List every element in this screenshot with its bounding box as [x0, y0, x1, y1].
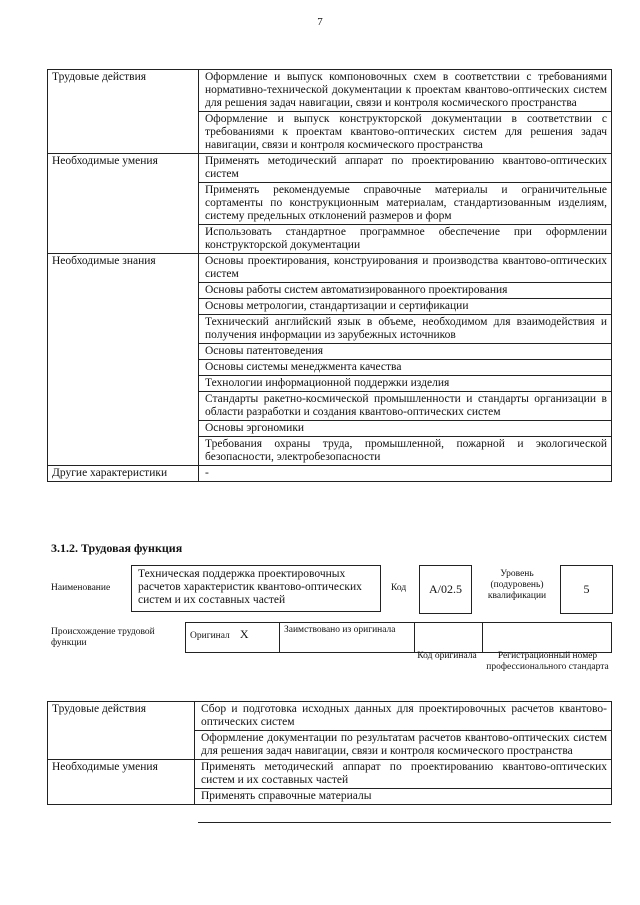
table-row [48, 466, 612, 482]
qualification-level-box: 5 [560, 565, 613, 614]
list-item: Применять рекомендуемые справочные материалы и ограничительные сортаменты по конструкционным материалам, стандартизованным изделиям, систему предельных отклонений размеров и форм [199, 183, 611, 225]
row-label: Другие характеристики [48, 466, 199, 482]
table-row [48, 254, 612, 466]
table-row [48, 702, 612, 760]
list-item: - [205, 467, 209, 479]
row-label: Трудовые действия [48, 70, 199, 154]
function-name-box: Техническая поддержка проектировочных расчетов характеристик квантово-оптических систем и их составных частей [131, 565, 381, 612]
row-content [199, 70, 612, 154]
table-row [48, 154, 612, 254]
borrowed-label: Заимствовано из оригинала [280, 623, 415, 653]
original-label: Оригинал [190, 631, 230, 641]
row-content [199, 466, 612, 482]
name-label: Наименование [51, 583, 111, 593]
section-title: 3.1.2. Трудовая функция [51, 541, 183, 555]
list-item: Оформление и выпуск компоновочных схем в соответствии с требованиями нормативно-технической документации к проектам квантово-оптических систем для решения задач навигации, связи и контроля космического пространства [199, 70, 611, 112]
list-item: Применять методический аппарат по проектированию квантово-оптических систем и их составных частей [195, 760, 611, 789]
competency-table-2 [47, 701, 612, 805]
list-item: Требования охраны труда, промышленной, пожарной и экологической безопасности, электробезопасности [205, 438, 607, 463]
list-item: Технологии информационной поддержки изделия [199, 376, 611, 392]
row-label: Необходимые знания [48, 254, 199, 466]
function-code-box: A/02.5 [419, 565, 472, 614]
origin-table [185, 622, 612, 653]
code-label: Код [391, 583, 407, 593]
row-content [199, 154, 612, 254]
origin-label: Происхождение трудовой функции [51, 627, 155, 648]
list-item: Основы работы систем автоматизированного проектирования [199, 283, 611, 299]
row-content [195, 760, 612, 805]
list-item: Применять справочные материалы [201, 790, 372, 802]
table-row [48, 70, 612, 154]
row-label: Необходимые умения [48, 154, 199, 254]
list-item: Основы метрологии, стандартизации и сертификации [199, 299, 611, 315]
original-cell [186, 623, 280, 653]
level-label: Уровень (подуровень) квалификации [487, 569, 547, 601]
row-label: Необходимые умения [48, 760, 195, 805]
list-item: Основы патентоведения [199, 344, 611, 360]
page-number: 7 [317, 16, 323, 28]
list-item: Использовать стандартное программное обеспечение при оформлении конструкторской документации [205, 226, 607, 251]
list-item: Основы эргономики [199, 421, 611, 437]
table-row [48, 760, 612, 805]
code-original-cell [415, 623, 483, 653]
list-item: Технический английский язык в объеме, необходимом для взаимодействия и получения информации из зарубежных источников [199, 315, 611, 344]
reg-number-label: Регистрационный номер профессионального стандарта [486, 651, 609, 672]
list-item: Применять методический аппарат по проектированию квантово-оптических систем [199, 154, 611, 183]
list-item: Оформление и выпуск конструкторской документации в соответствии с требованиями к проектам квантово-оптических систем для решения задач навигации, связи и контроля космического пространства [205, 113, 607, 151]
list-item: Основы системы менеджмента качества [199, 360, 611, 376]
list-item: Основы проектирования, конструирования и производства квантово-оптических систем [199, 254, 611, 283]
list-item: Стандарты ракетно-космической промышленности и стандарты организации в области разработки и создания квантово-оптических систем [199, 392, 611, 421]
reg-number-cell [483, 623, 612, 653]
original-mark: X [239, 627, 249, 641]
competency-table-1 [47, 69, 612, 482]
row-content [195, 702, 612, 760]
list-item: Сбор и подготовка исходных данных для проектировочных расчетов квантово-оптических систем [195, 702, 611, 731]
list-item: Оформление документации по результатам расчетов квантово-оптических систем для решения задач навигации, связи и контроля космического пространства [201, 732, 607, 757]
row-content [199, 254, 612, 466]
row-label: Трудовые действия [48, 702, 195, 760]
table-continuation-rule [198, 822, 611, 823]
code-original-label: Код оригинала [417, 651, 477, 661]
